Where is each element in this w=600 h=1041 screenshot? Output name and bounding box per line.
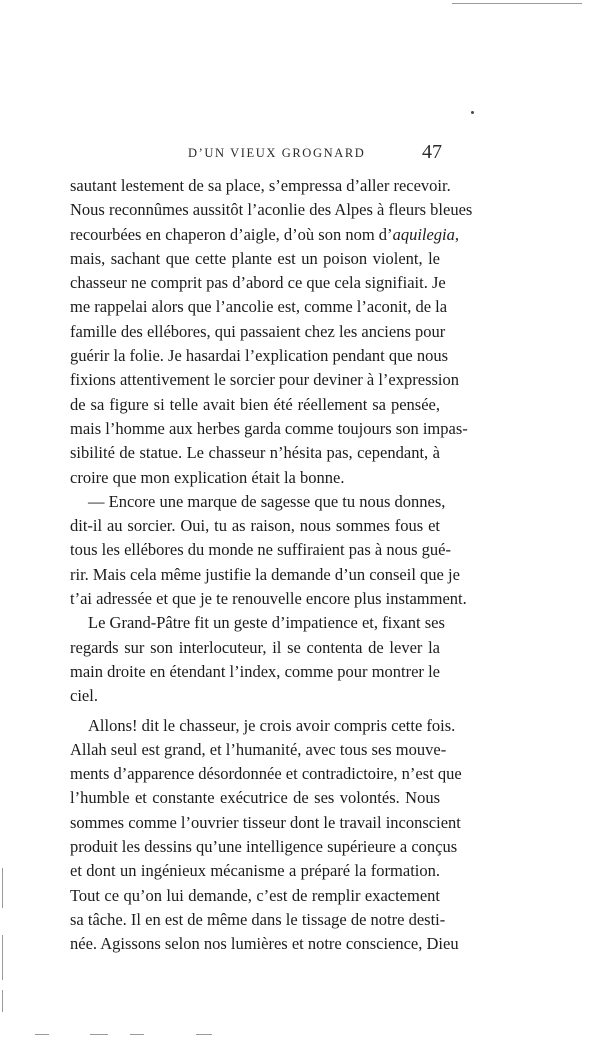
text-line: Allah seul est grand, et l’humanité, avec tous ses mouve- xyxy=(70,739,447,759)
text-line: sibilité de statue. Le chasseur n’hésita pas, cependant, à xyxy=(70,443,440,463)
text-line: me rappelai alors que l’ancolie est, comme l’aconit, de la xyxy=(70,297,448,317)
body-text xyxy=(70,174,473,957)
text-line: sa tâche. Il en est de même dans le tissage de notre desti- xyxy=(70,909,446,929)
text-line: Nous reconnûmes aussitôt l’aconlie des Alpes à fleurs bleues xyxy=(70,200,473,220)
text-line: sommes comme l’ouvrier tisseur dont le travail inconscient xyxy=(70,812,461,832)
text-line: dit-il au sorcier. Oui, tu as raison, nous sommes fous et xyxy=(70,516,440,536)
text-line: recourbées en chaperon d’aigle, d’où son nom d’aquilegia, xyxy=(70,224,460,244)
text-line: produit les dessins qu’une intelligence supérieure a conçus xyxy=(70,837,458,857)
text-line: mais, sachant que cette plante est un poison violent, le xyxy=(70,248,440,268)
text-line: ciel. xyxy=(70,686,98,706)
text-line: Tout ce qu’on lui demande, c’est de remplir exactement xyxy=(70,885,440,905)
page-number: 47 xyxy=(422,141,442,163)
text-line: t’ai adressée et que je te renouvelle encore plus instamment. xyxy=(70,589,467,609)
text-line: chasseur ne comprit pas d’abord ce que cela signifiait. Je xyxy=(70,273,446,293)
text-line: l’humble et constante exécutrice de ses volontés. Nous xyxy=(70,788,440,808)
text-line: guérir la folie. Je hasardai l’explication pendant que nous xyxy=(70,346,448,366)
text-line: et dont un ingénieux mécanisme a préparé la formation. xyxy=(70,861,440,881)
chapter-title: D’UN VIEUX GROGNARD xyxy=(188,146,366,160)
margin-scan-mark xyxy=(2,935,3,980)
text-line: rir. Mais cela même justifie la demande d’un conseil que je xyxy=(70,564,460,584)
margin-scan-mark xyxy=(2,990,3,1012)
bottom-edge-mark xyxy=(196,1034,212,1035)
text-line: fixions attentivement le sorcier pour deviner à l’expression xyxy=(70,370,459,390)
ink-speck xyxy=(471,111,474,114)
text-line: Le Grand-Pâtre fit un geste d’impatience et, fixant ses xyxy=(88,613,445,633)
text-line: Allons! dit le chasseur, je crois avoir compris cette fois. xyxy=(88,715,456,735)
text-line: mais l’homme aux herbes garda comme toujours son impas- xyxy=(70,418,468,438)
text-line: née. Agissons selon nos lumières et notre conscience, Dieu xyxy=(70,934,459,954)
top-edge-mark xyxy=(452,3,582,4)
text-line: tous les ellébores du monde ne suffiraient pas à nous gué- xyxy=(70,540,451,560)
text-line: famille des ellébores, qui passaient chez les anciens pour xyxy=(70,321,446,341)
bottom-edge-mark xyxy=(35,1034,49,1035)
text-line: croire que mon explication était la bonne. xyxy=(70,467,345,487)
text-line: sautant lestement de sa place, s’empressa d’aller recevoir. xyxy=(70,176,451,195)
bottom-edge-mark xyxy=(90,1034,108,1035)
italic-term: aquilegia xyxy=(392,224,455,244)
running-head xyxy=(0,140,600,168)
bottom-edge-mark xyxy=(130,1034,144,1035)
text-line: ments d’apparence désordonnée et contradictoire, n’est que xyxy=(70,764,462,784)
text-line: — Encore une marque de sagesse que tu nous donnes, xyxy=(88,491,446,511)
text-line: de sa figure si telle avait bien été réellement sa pensée, xyxy=(70,394,440,414)
margin-scan-mark xyxy=(2,868,3,908)
text-line: main droite en étendant l’index, comme pour montrer le xyxy=(70,661,440,681)
text-line: regards sur son interlocuteur, il se contenta de lever la xyxy=(70,637,440,657)
